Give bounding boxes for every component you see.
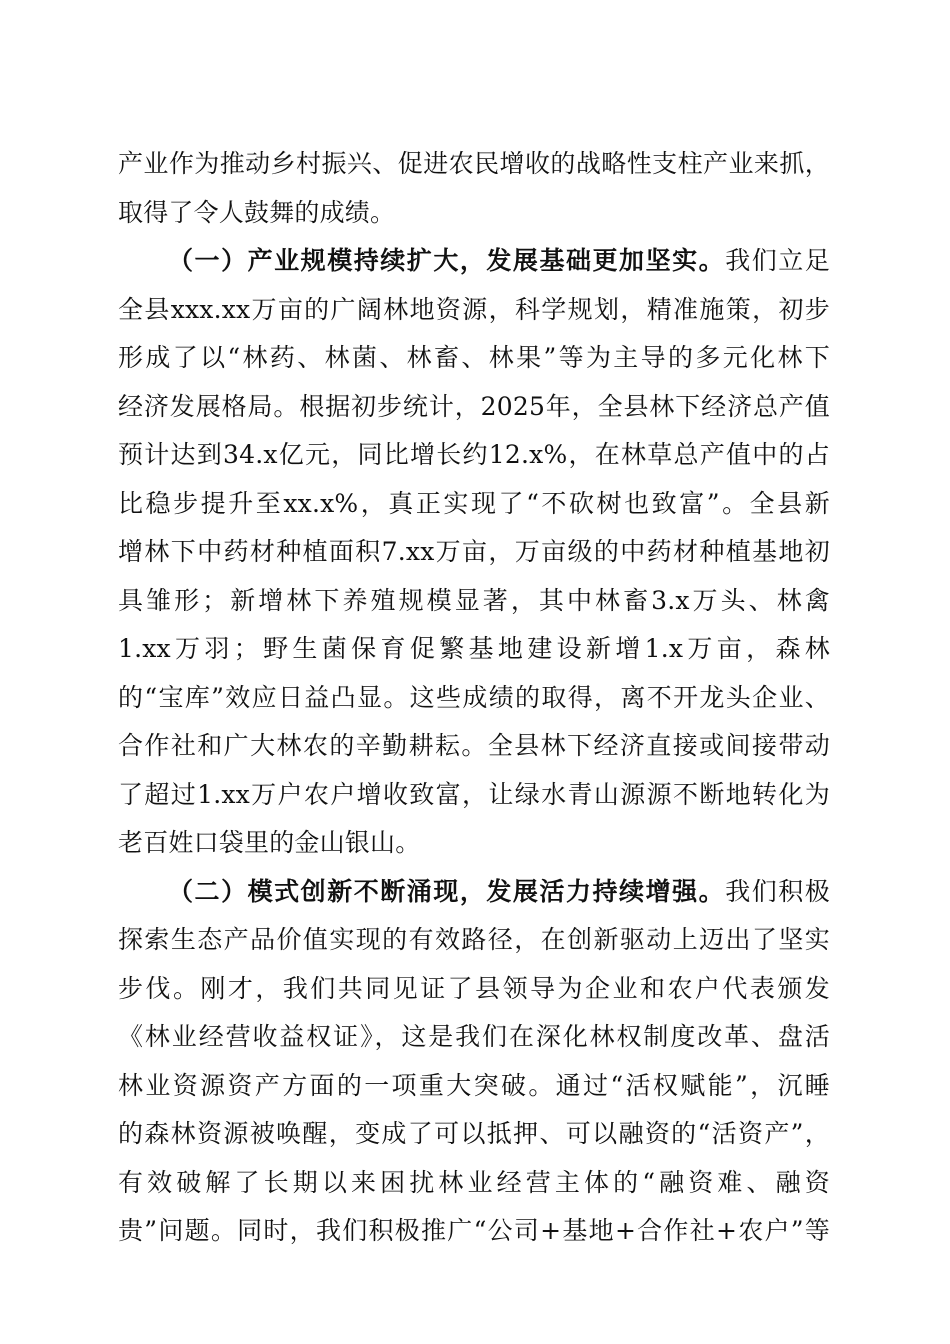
text-line: 探索生态产品价值实现的有效路径，在创新驱动上迈出了坚实 bbox=[118, 925, 830, 954]
text-line: 增林下中药材种植面积7.xx万亩，万亩级的中药材种植基地初 bbox=[118, 537, 830, 566]
text-line: 步伐。刚才，我们共同见证了县领导为企业和农户代表颁发 bbox=[118, 973, 830, 1003]
text-line: 1.xx万羽；野生菌保育促繁基地建设新增1.x万亩，森林 bbox=[118, 634, 830, 663]
text-fragment: 我们立足 bbox=[725, 246, 831, 275]
text-line: 全县xxx.xx万亩的广阔林地资源，科学规划，精准施策，初步 bbox=[118, 294, 830, 324]
text-line: 贵”问题。同时，我们积极推广“公司+基地+合作社+农户”等 bbox=[118, 1216, 830, 1245]
section-heading: （一）产业规模持续扩大，发展基础更加坚实。 bbox=[168, 246, 726, 275]
text-line: 的“宝库”效应日益凸显。这些成绩的取得，离不开龙头企业、 bbox=[118, 682, 830, 712]
text-line: 预计达到34.x亿元，同比增长约12.x%，在林草总产值中的占 bbox=[118, 440, 830, 469]
text-line: 形成了以“林药、林菌、林畜、林果”等为主导的多元化林下 bbox=[118, 343, 830, 372]
text-line: 产业作为推动乡村振兴、促进农民增收的战略性支柱产业来抓， bbox=[118, 149, 830, 178]
text-line: 林业资源资产方面的一项重大突破。通过“活权赋能”，沉睡 bbox=[118, 1070, 830, 1100]
text-fragment: 我们积极 bbox=[725, 876, 831, 906]
text-line: 的森林资源被唤醒，变成了可以抵押、可以融资的“活资产”， bbox=[118, 1119, 830, 1148]
text-line: 老百姓口袋里的金山银山。 bbox=[118, 828, 421, 857]
text-line: 比稳步提升至xx.x%，真正实现了“不砍树也致富”。全县新 bbox=[118, 488, 830, 518]
document-body bbox=[118, 140, 830, 1256]
text-line: 了超过1.xx万户农户增收致富，让绿水青山源源不断地转化为 bbox=[118, 779, 830, 809]
section-heading: （二）模式创新不断涌现，发展活力持续增强。 bbox=[168, 876, 726, 906]
text-line: 合作社和广大林农的辛勤耕耘。全县林下经济直接或间接带动 bbox=[118, 731, 830, 760]
text-line: 有效破解了长期以来困扰林业经营主体的“融资难、融资 bbox=[118, 1167, 830, 1197]
text-line: 具雏形；新增林下养殖规模显著，其中林畜3.x万头、林禽 bbox=[118, 585, 830, 615]
text-line: 经济发展格局。根据初步统计，2025年，全县林下经济总产值 bbox=[118, 391, 830, 421]
section-heading-line bbox=[118, 868, 830, 917]
text-line: 《林业经营收益权证》，这是我们在深化林权制度改革、盘活 bbox=[118, 1022, 830, 1051]
section-heading-line bbox=[118, 237, 830, 286]
text-line: 取得了令人鼓舞的成绩。 bbox=[118, 197, 396, 227]
